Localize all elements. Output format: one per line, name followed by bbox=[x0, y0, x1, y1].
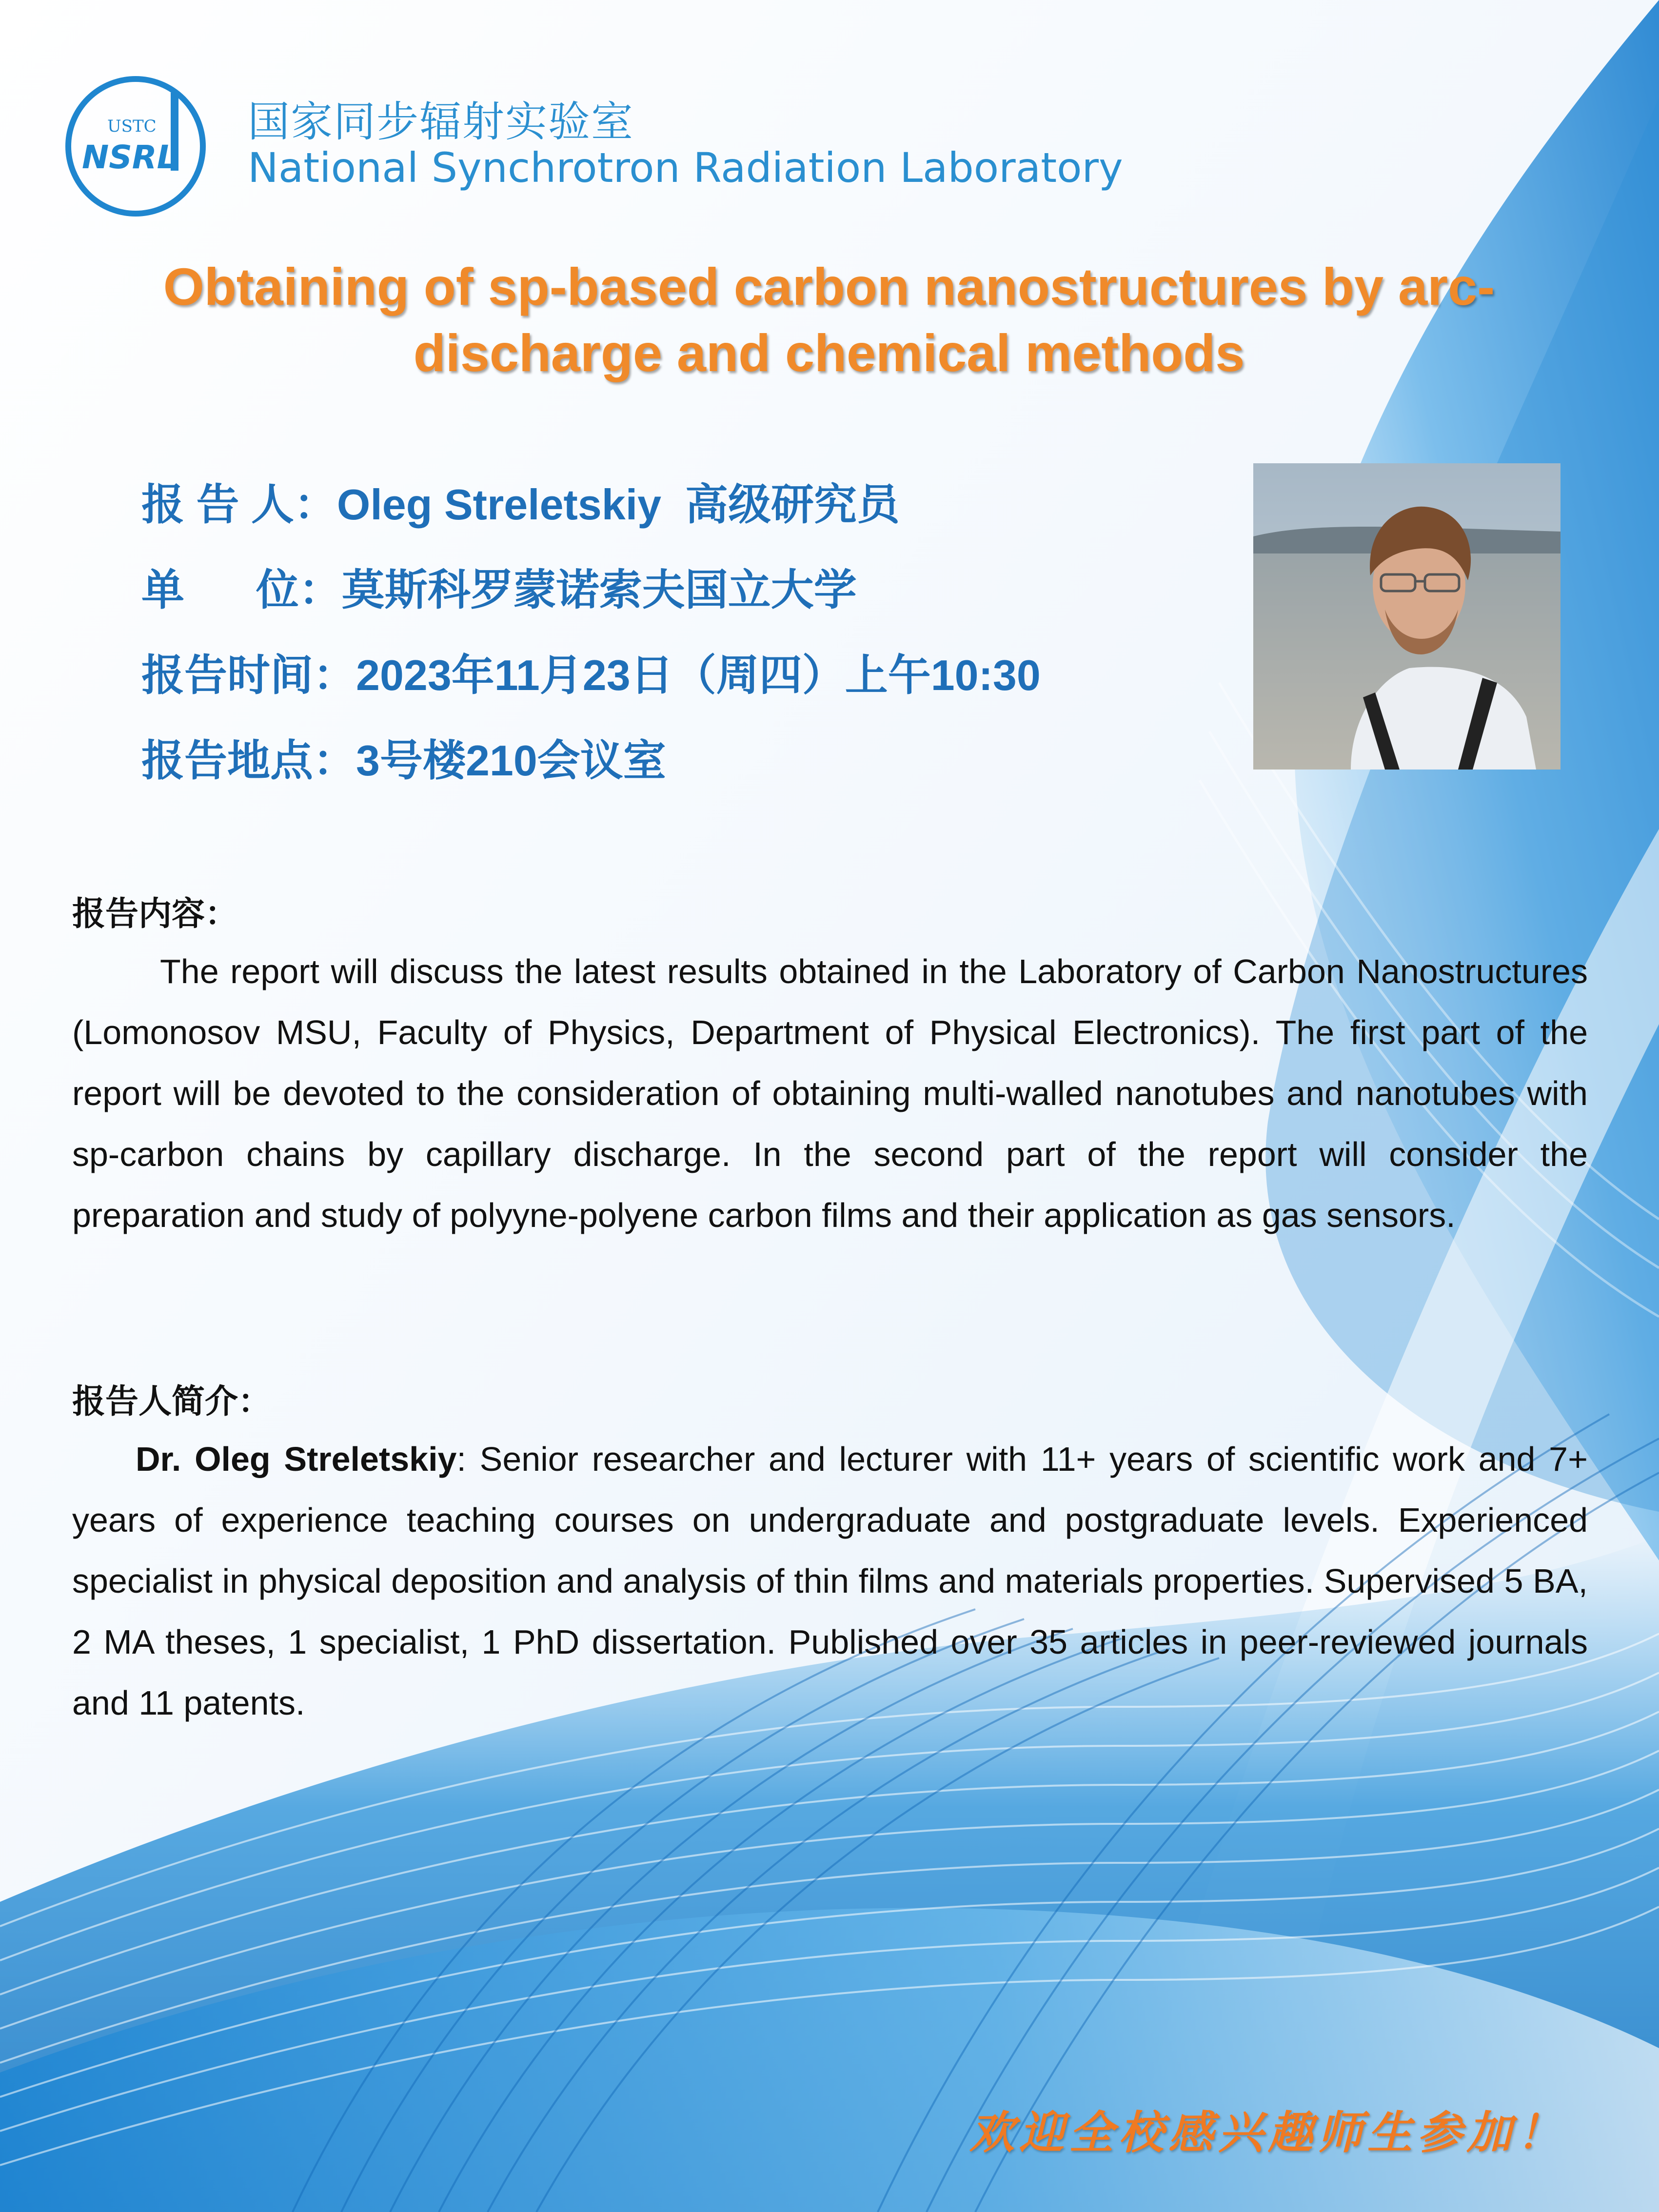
unit-value: 莫斯科罗蒙诺索夫国立大学 bbox=[341, 566, 857, 614]
place-line bbox=[141, 727, 666, 788]
bio-heading: 报告人简介： bbox=[72, 1382, 272, 1421]
time-value: 2023年11月23日（周四）上午10:30 bbox=[356, 651, 1041, 699]
unit-line bbox=[141, 556, 857, 617]
bio-text: : Senior researcher and lecturer with 11+ years of scientific work and 7+ years of experience teaching courses on undergraduate and postgraduate levels. Experienced specialist in physical deposition and analysis of thin films and materials properties. Supervised 5 BA, 2 MA theses, 1 specialist, 1 PhD dissertation. Published over 35 articles in peer-reviewed journals and 11 patents. bbox=[72, 1440, 1588, 1722]
bio-paragraph bbox=[72, 1429, 1588, 1734]
logo-top-text: USTC bbox=[107, 117, 157, 136]
welcome-footer: 欢迎全校感兴趣师生参加！ bbox=[969, 2106, 1566, 2159]
place-label: 报告地点： bbox=[141, 736, 356, 785]
place-value: 3号楼210会议室 bbox=[356, 736, 666, 785]
speaker-label: 报 告 人： bbox=[141, 480, 337, 529]
time-label: 报告时间： bbox=[141, 651, 356, 699]
logo-main-text: NSRL bbox=[82, 138, 178, 176]
lab-name-cn: 国家同步辐射实验室 bbox=[248, 98, 634, 146]
bio-name: Dr. Oleg Streletskiy bbox=[136, 1440, 457, 1478]
lab-name-en: National Synchrotron Radiation Laboratory bbox=[248, 144, 1123, 192]
nsrl-logo bbox=[62, 73, 209, 219]
time-line bbox=[141, 641, 1041, 703]
abstract-heading: 报告内容： bbox=[72, 895, 238, 933]
speaker-line bbox=[141, 471, 900, 532]
speaker-value: Oleg Streletskiy 高级研究员 bbox=[336, 480, 900, 529]
talk-title: Obtaining of sp-based carbon nanostructures by arc-discharge and chemical methods bbox=[163, 257, 1495, 382]
speaker-photo bbox=[1253, 463, 1560, 770]
abstract-text: The report will discuss the latest results obtained in the Laboratory of Carbon Nanostructures (Lomonosov MSU, Faculty of Physics, Department of Physical Electronics). The first part of the report will be devoted to the consideration of obtaining multi-walled nanotubes and nanotubes with sp-carbon chains by capillary discharge. In the second part of the report will consider the preparation and study of polyyne-polyene carbon films and their application as gas sensors. bbox=[72, 952, 1588, 1234]
unit-label: 单 位： bbox=[141, 566, 342, 614]
